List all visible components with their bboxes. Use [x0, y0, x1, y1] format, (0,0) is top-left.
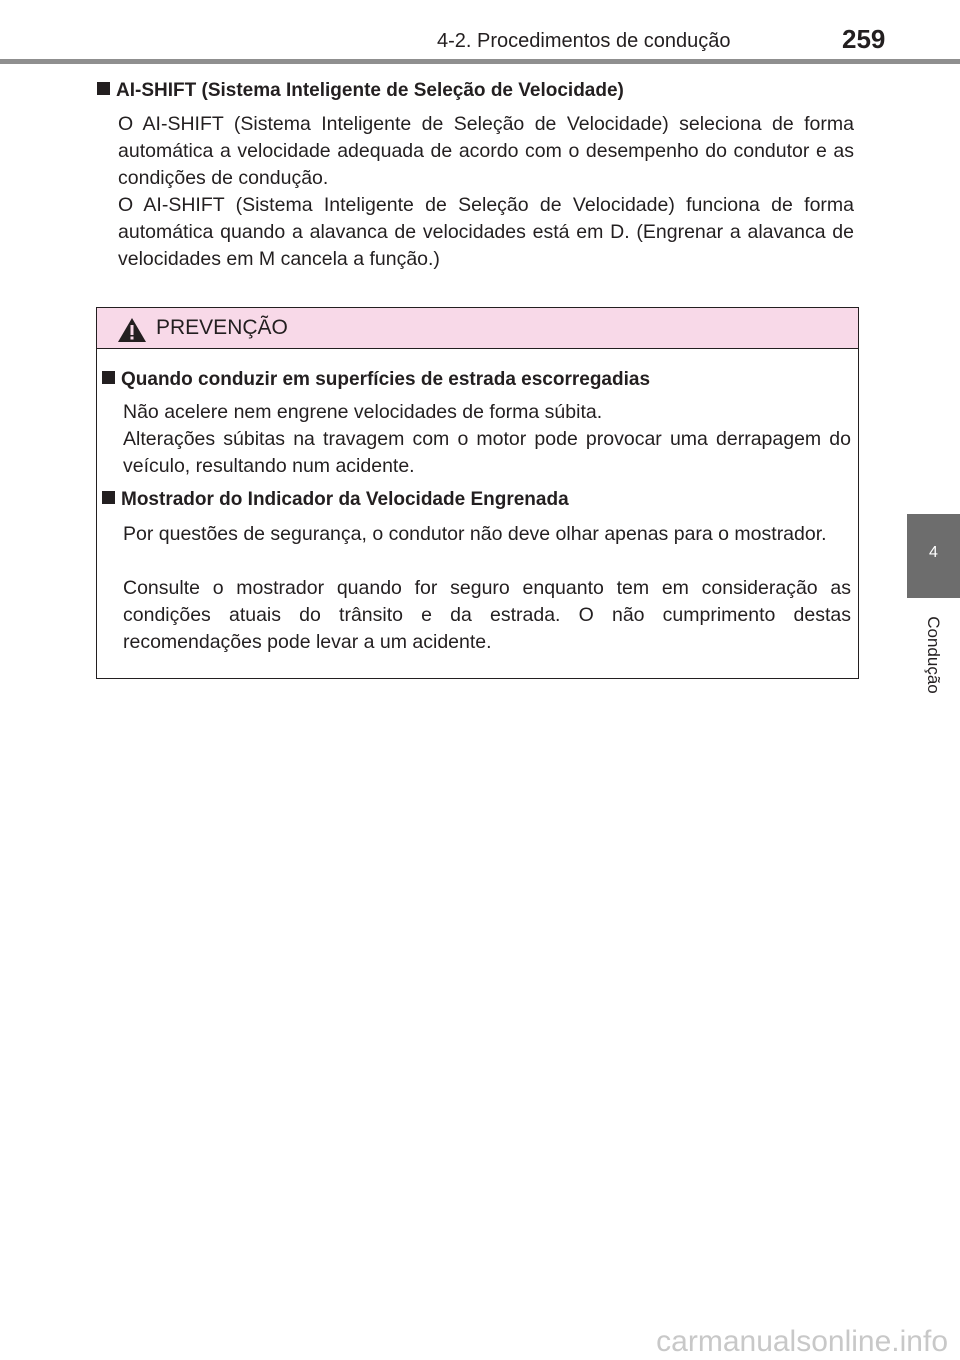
caution-item-line: Por questões de segurança, o condutor não deve olhar apenas para o mostrador.: [123, 523, 827, 545]
caution-box: [96, 307, 859, 679]
chapter-label: Condução: [924, 616, 943, 694]
square-bullet-icon: [102, 491, 115, 504]
ai-shift-heading: [97, 80, 624, 102]
section-title: 4-2. Procedimentos de condução: [437, 30, 731, 52]
caution-item-heading: [102, 369, 650, 391]
square-bullet-icon: [97, 82, 110, 95]
caution-title: PREVENÇÃO: [156, 316, 288, 339]
chapter-tab[interactable]: [907, 514, 960, 598]
chapter-number: 4: [929, 544, 938, 561]
caution-header: [97, 308, 858, 349]
ai-shift-paragraph-1: O AI-SHIFT (Sistema Inteligente de Seleção de Velocidade) seleciona de forma automática a velocidade adequada de acordo com o desempenho do condutor e as condições de condução.: [118, 113, 854, 189]
ai-shift-heading-text: AI-SHIFT (Sistema Inteligente de Seleção de Velocidade): [116, 80, 624, 101]
footer-watermark: carmanualsonline.info: [656, 1325, 948, 1358]
warning-triangle-icon: [117, 317, 147, 343]
page-number: 259: [842, 24, 886, 54]
caution-item-line: Não acelere nem engrene velocidades de forma súbita.: [123, 401, 603, 423]
caution-item-line: Consulte o mostrador quando for seguro enquanto tem em consideração as condições atuais do trânsito e da estrada. O não cumprimento destas recomendações pode levar a um acidente.: [123, 577, 851, 653]
square-bullet-icon: [102, 371, 115, 384]
header-rule: [0, 59, 960, 64]
caution-item-heading-text: Mostrador do Indicador da Velocidade Engrenada: [121, 489, 569, 510]
ai-shift-paragraph-2: O AI-SHIFT (Sistema Inteligente de Seleção de Velocidade) funciona de forma automática quando a alavanca de velocidades está em D. (Engrenar a alavanca de velocidades em M cancela a função.): [118, 194, 854, 270]
caution-item-line: Alterações súbitas na travagem com o motor pode provocar uma derrapagem do veículo, resultando num acidente.: [123, 428, 851, 477]
caution-item-heading-text: Quando conduzir em superfícies de estrada escorregadias: [121, 369, 651, 390]
caution-item-heading: [102, 489, 569, 511]
